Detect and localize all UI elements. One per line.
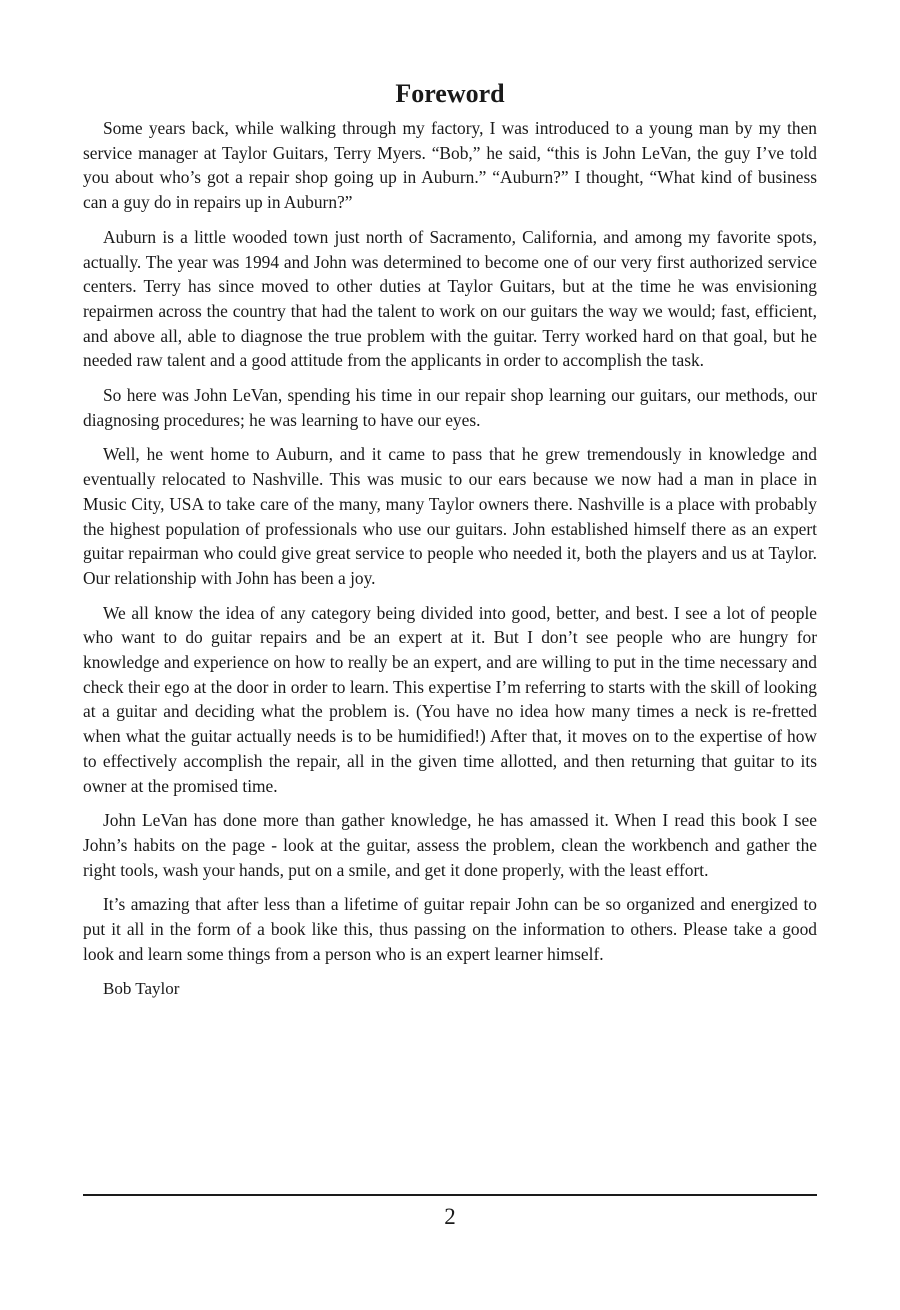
paragraph: John LeVan has done more than gather knowledge, he has amassed it. When I read this book I see John’s habits on the page - look at the guitar, assess the problem, clean the workbench and gather the right tools, wash your hands, put on a smile, and get it done properly, with the least effort.	[83, 810, 817, 880]
paragraph: Well, he went home to Auburn, and it came to pass that he grew tremendously in knowledge and eventually relocated to Nashville. This was music to our ears because we now had a man in place in Music City, USA to take care of the many, many Taylor owners there. Nashville is a place with probably the highest population of professionals who use our guitars. John established himself there as an expert guitar repairman who could give great service to people who needed it, both the players and us at Taylor. Our relationship with John has been a joy.	[83, 444, 817, 588]
paragraph: It’s amazing that after less than a lifetime of guitar repair John can be so organized and energized to put it all in the form of a book like this, thus passing on the information to others. Please take a good look and learn some things from a person who is an expert learner himself.	[83, 894, 817, 964]
paragraph: Auburn is a little wooded town just north of Sacramento, California, and among my favorite spots, actually. The year was 1994 and John was determined to become one of our very first authorized service centers. Terry has since moved to other duties at Taylor Guitars, but at the time he was envisioning repairmen across the country that had the talent to work on our guitars the way we would; fast, efficient, and above all, able to diagnose the true problem with the guitar. Terry worked hard on that goal, but he needed raw talent and a good attitude from the applicants in order to accomplish the task.	[83, 226, 817, 371]
signature: Bob Taylor	[103, 978, 180, 998]
paragraph: Some years back, while walking through my factory, I was introduced to a young man by my then service manager at Taylor Guitars, Terry Myers. “Bob,” he said, “this is John LeVan, the guy I’ve told you about who’s got a repair shop going up in Auburn.” “Auburn?” I thought, “What kind of business can a guy do in repairs up in Auburn?”	[83, 118, 817, 213]
footer-rule	[83, 1194, 817, 1196]
paragraph: So here was John LeVan, spending his time in our repair shop learning our guitars, our methods, our diagnosing procedures; he was learning to have our eyes.	[83, 385, 817, 430]
foreword-page	[83, 78, 817, 1001]
page-title: Foreword	[395, 79, 505, 108]
paragraph: We all know the idea of any category being divided into good, better, and best. I see a lot of people who want to do guitar repairs and be an expert at it. But I don’t see people who are hungry for knowledge and experience on how to really be an expert, and are willing to put in the time necessary and check their ego at the door in order to learn. This expertise I’m referring to starts with the skill of looking at a guitar and deciding what the problem is. (You have no idea how many times a neck is re-fretted when what the guitar actually needs is to be humidified!) After that, it moves on to the expertise of how to effectively accomplish the repair, all in the given time allotted, and then returning that guitar to its owner at the promised time.	[83, 602, 817, 796]
page-number: 2	[444, 1204, 456, 1229]
foreword-body	[83, 116, 817, 967]
